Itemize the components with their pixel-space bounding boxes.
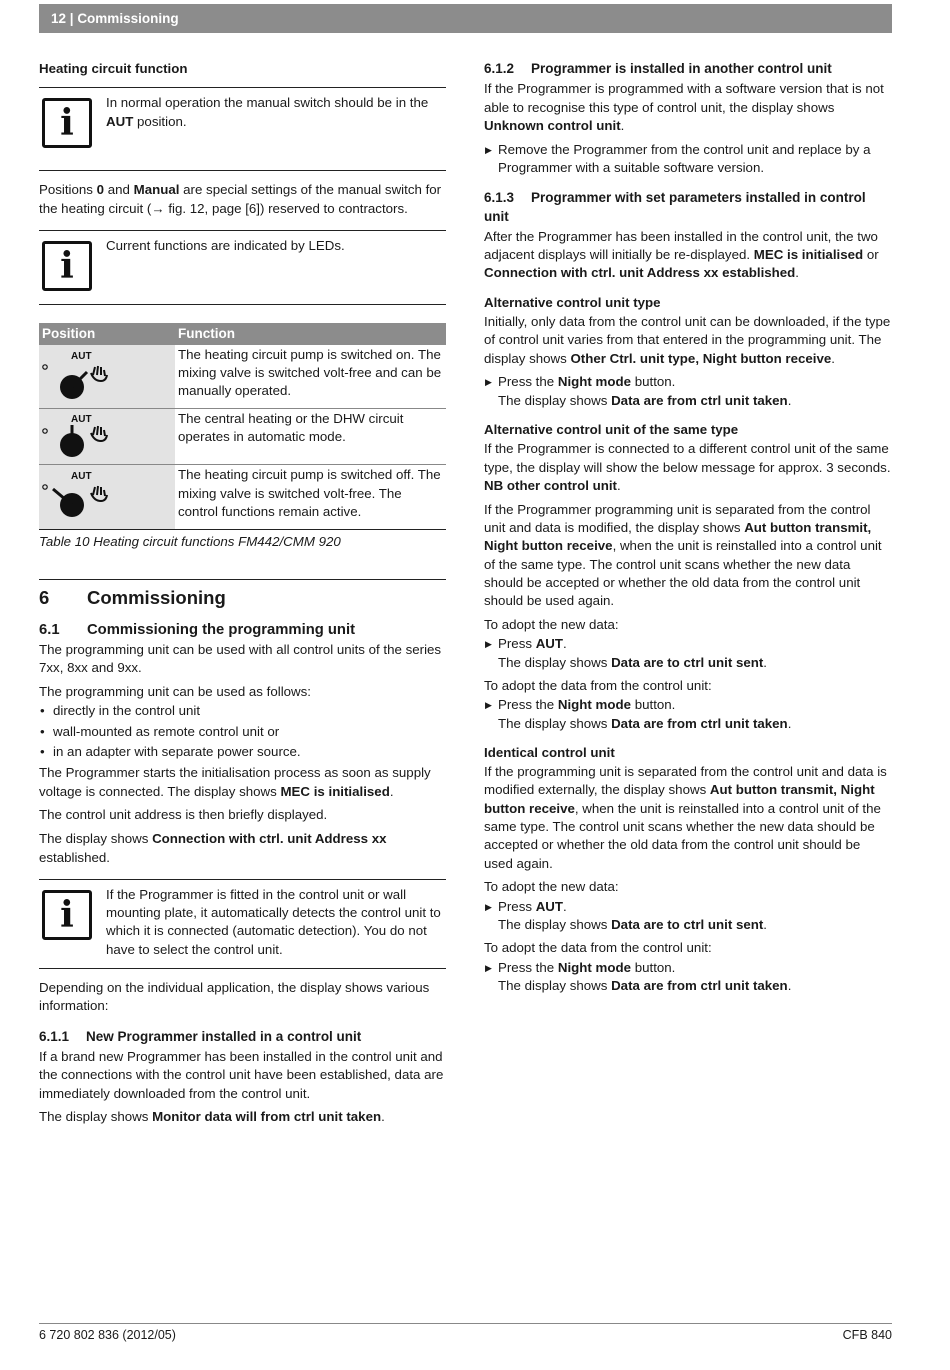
- header-section: Commissioning: [77, 11, 179, 26]
- arrow-right-icon: ▶: [485, 639, 492, 650]
- info-icon: i: [42, 890, 92, 940]
- left-column: [39, 60, 446, 1132]
- section-heading-6-1-2: 6.1.2 Programmer is installed in another control unit: [484, 61, 832, 76]
- heating-functions-table: [39, 323, 446, 530]
- arrow-right-icon: ▶: [485, 144, 492, 155]
- function-text: The central heating or the DHW circuit operates in automatic mode.: [175, 409, 446, 465]
- identical-heading: Identical control unit: [484, 744, 615, 760]
- set-parameters-paragraph: After the Programmer has been installed in the control unit, the two adjacent displays will initially be re-displayed. MEC is initialised or Connection with ctrl. unit Address xx established.: [484, 228, 879, 281]
- footer-divider: [39, 1323, 892, 1324]
- arrow-right-icon: ▶: [485, 962, 492, 973]
- positions-paragraph: Positions 0 and Manual are special settings of the manual switch for the heating circuit (→ fig. 12, page [6]) reserved to contractors.: [39, 182, 442, 216]
- adopt-ctrl-label: To adopt the data from the control unit:: [484, 940, 712, 956]
- switch-manual-icon: [39, 345, 175, 409]
- note-text: Current functions are indicated by LEDs.: [106, 237, 345, 253]
- table-row: [39, 409, 446, 465]
- adopt-new-label: To adopt the new data:: [484, 879, 619, 895]
- adopt-new-label: To adopt the new data:: [484, 617, 619, 633]
- note-leds: [39, 230, 446, 305]
- note-manual-switch: [39, 87, 446, 171]
- product-name: CFB 840: [842, 1328, 892, 1342]
- action-step: ▶ Press the Night mode button. The display shows Data are from ctrl unit taken.: [485, 374, 792, 408]
- switch-aut-icon: [39, 409, 175, 465]
- list-item: • wall-mounted as remote control unit or: [39, 723, 446, 741]
- monitor-paragraph: The display shows Monitor data will from ctrl unit taken.: [39, 1109, 385, 1125]
- svg-text:AUT: AUT: [71, 471, 92, 483]
- section-heading-6-1-3: 6.1.3 Programmer with set parameters installed in control unit: [484, 190, 866, 224]
- init-paragraph: The Programmer starts the initialisation process as soon as supply voltage is connected. The display shows MEC is initialised.: [39, 765, 431, 799]
- arrow-right-icon: ▶: [485, 700, 492, 711]
- new-programmer-paragraph: If a brand new Programmer has been installed in the control unit and the connections with the control unit have been established, data are immediately downloaded from the control unit.: [39, 1048, 444, 1101]
- another-unit-paragraph: If the Programmer is programmed with a software version that is not able to recognise this type of control unit, the display shows Unknown control unit.: [484, 81, 884, 133]
- right-column: [484, 60, 892, 1000]
- table-header-row: [39, 323, 446, 345]
- connection-paragraph: The display shows Connection with ctrl. unit Address xx established.: [39, 831, 387, 865]
- function-text: The heating circuit pump is switched on. The mixing valve is switched volt-free and can be manually operated.: [175, 345, 446, 409]
- alt-type-paragraph: Initially, only data from the control unit can be downloaded, if the type of control unit varies from that entered in the programming unit. The display shows Other Ctrl. unit type, Night button receive.: [484, 314, 891, 366]
- svg-text:AUT: AUT: [71, 414, 92, 426]
- series-paragraph: The programming unit can be used with all control units of the series 7xx, 8xx and 9xx.: [39, 642, 442, 676]
- table-caption: Table 10 Heating circuit functions FM442/CMM 920: [39, 533, 341, 549]
- identical-paragraph: If the programming unit is separated from the control unit and data is modified externally, the display shows Aut button transmit, Night button receive, when the unit is reinstalled into a control unit of the same type. The control unit scans whether the new data should be accepted or whether the old data from the control unit should be used again.: [484, 764, 887, 871]
- chapter-heading: 6 Commissioning: [39, 587, 226, 609]
- note-text: If the Programmer is fitted in the control unit or wall mounting plate, it automatically detects the control unit to which it is connected (automatic detection). You do not have to select the control unit.: [106, 886, 441, 957]
- table-row: [39, 345, 446, 409]
- page-header: 12 | Commissioning: [39, 4, 892, 33]
- alt-same-heading: Alternative control unit of the same type: [484, 422, 739, 438]
- alt-type-heading: Alternative control unit type: [484, 294, 661, 310]
- arrow-right-icon: ▶: [485, 377, 492, 388]
- separated-paragraph: If the Programmer programming unit is separated from the control unit and data is modified, the display shows Aut button transmit, Night button receive, when the unit is reinstalled into a control unit of the same type. The control unit scans whether the new data should be accepted or whether the old data from the control unit should be used again.: [484, 501, 882, 609]
- action-step: ▶ Remove the Programmer from the control unit and replace by a Programmer with a suitable software version.: [485, 141, 871, 175]
- col-header-function: Function: [175, 323, 446, 345]
- switch-off-icon: [39, 465, 175, 529]
- divider: [39, 579, 446, 580]
- usage-paragraph: The programming unit can be used as follows:: [39, 684, 311, 700]
- usage-list: [39, 702, 446, 761]
- action-step: ▶ Press the Night mode button. The display shows Data are from ctrl unit taken.: [485, 697, 792, 731]
- address-paragraph: The control unit address is then briefly displayed.: [39, 807, 328, 823]
- page-number: 12: [51, 11, 67, 26]
- note-auto-detection: [39, 879, 446, 969]
- document-number: 6 720 802 836 (2012/05): [39, 1328, 176, 1342]
- action-step: ▶ Press AUT. The display shows Data are to ctrl unit sent.: [485, 898, 767, 932]
- svg-text:AUT: AUT: [71, 350, 92, 362]
- info-icon: i: [42, 241, 92, 291]
- table-row: [39, 465, 446, 529]
- depending-paragraph: Depending on the individual application, the display shows various information:: [39, 980, 430, 1014]
- function-text: The heating circuit pump is switched off. The mixing valve is switched volt-free. The control functions remain active.: [175, 465, 446, 529]
- info-icon: i: [42, 98, 92, 148]
- heating-circuit-title: Heating circuit function: [39, 61, 188, 76]
- arrow-right-icon: ▶: [485, 901, 492, 912]
- list-item: • in an adapter with separate power source.: [39, 743, 446, 761]
- alt-same-paragraph: If the Programmer is connected to a different control unit of the same type, the display will show the below message for approx. 3 seconds. NB other control unit.: [484, 441, 891, 493]
- section-heading-6-1-1: 6.1.1 New Programmer installed in a control unit: [39, 1028, 362, 1044]
- list-item: • directly in the control unit: [39, 702, 446, 720]
- action-step: ▶ Press the Night mode button. The display shows Data are from ctrl unit taken.: [485, 959, 792, 993]
- note-text: In normal operation the manual switch should be in the AUT position.: [106, 95, 429, 129]
- col-header-position: Position: [39, 323, 175, 345]
- action-step: ▶ Press AUT. The display shows Data are to ctrl unit sent.: [485, 636, 767, 670]
- adopt-ctrl-label: To adopt the data from the control unit:: [484, 677, 712, 693]
- section-heading-6-1: 6.1 Commissioning the programming unit: [39, 622, 355, 639]
